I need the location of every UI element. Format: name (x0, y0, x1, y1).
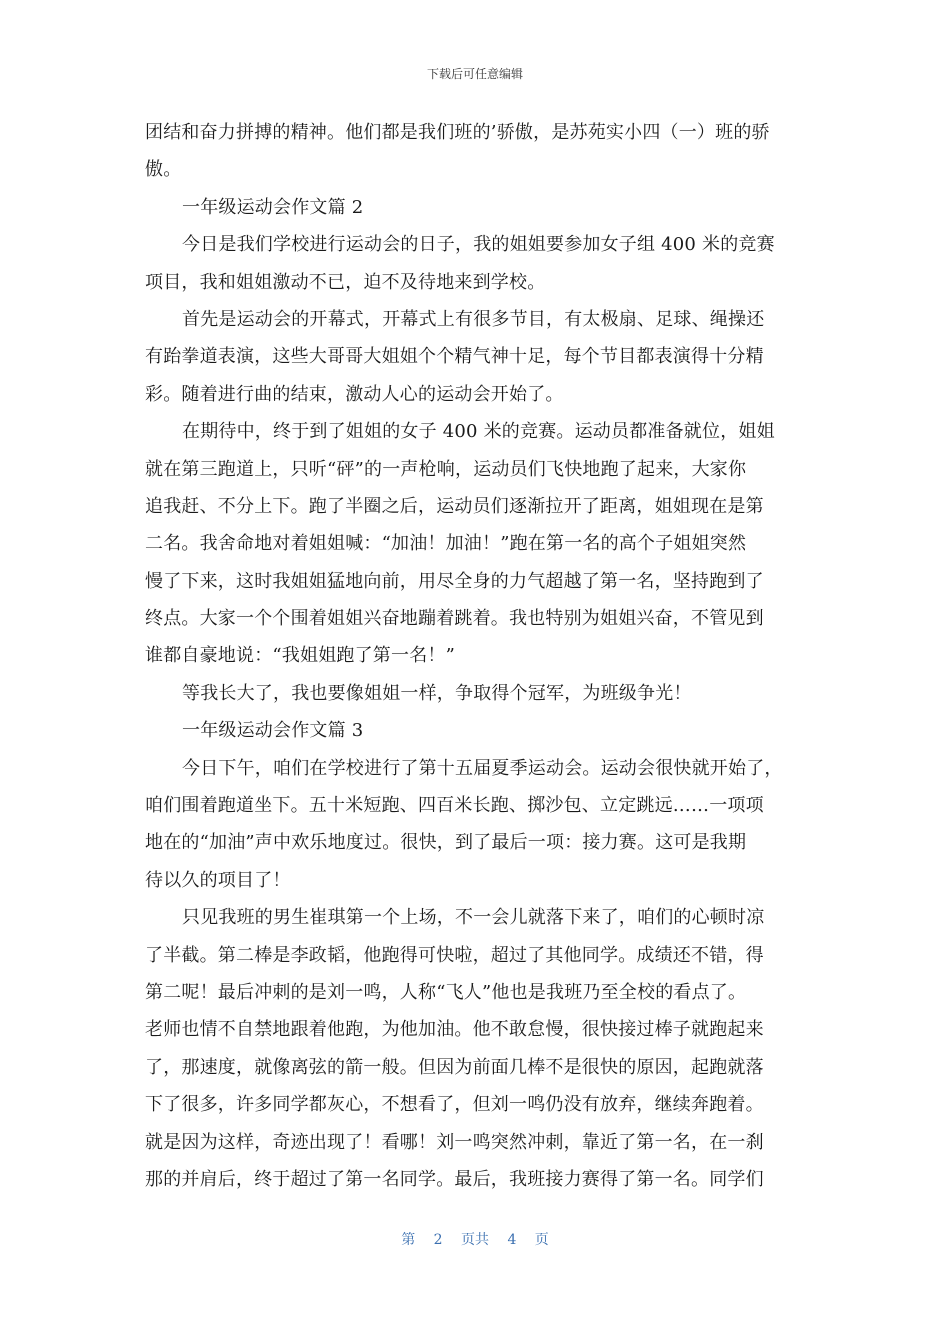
text-line: 二名。我舍命地对着姐姐喊：“加油！加油！”跑在第一名的高个子姐姐突然 (145, 533, 747, 555)
text-line: 等我长大了，我也要像姐姐一样，争取得个冠军，为班级争光！ (182, 682, 692, 704)
text-line: 只见我班的男生崔琪第一个上场，不一会儿就落下来了，咱们的心顿时凉 (182, 907, 765, 929)
page-number: 第 2 页共 4 页 (401, 1232, 549, 1248)
text-line: 终点。大家一个个围着姐姐兴奋地蹦着跳着。我也特别为姐姐兴奋，不管见到 (145, 608, 764, 630)
text-line: 团结和奋力拼搏的精神。他们都是我们班的’骄傲，是苏苑实小四（一）班的骄 (145, 122, 770, 143)
page-header: 下载后可任意编辑 (426, 67, 523, 81)
text-line: 有跆拳道表演，这些大哥哥大姐姐个个精气神十足，每个节目都表演得十分精 (145, 346, 764, 368)
text-line: 一年级运动会作文篇 3 (182, 720, 364, 742)
text-line: 追我赶、不分上下。跑了半圈之后，运动员们逐渐拉开了距离，姐姐现在是第 (145, 495, 764, 517)
text-line: 一年级运动会作文篇 2 (182, 196, 364, 218)
text-line: 首先是运动会的开幕式，开幕式上有很多节目，有太极扇、足球、绳操还 (182, 308, 765, 330)
text-line: 在期待中，终于到了姐姐的女子 400 米的竞赛。运动员都准备就位，姐姐 (182, 421, 775, 443)
text-line: 就在第三跑道上，只听“砰”的一声枪响，运动员们飞快地跑了起来，大家你 (145, 458, 747, 480)
text-line: 今日是我们学校进行运动会的日子，我的姐姐要参加女子组 400 米的竞赛 (182, 234, 775, 256)
text-line: 了半截。第二棒是李政韬，他跑得可快啦，超过了其他同学。成绩还不错，得 (145, 944, 764, 966)
document-body (145, 114, 805, 1198)
text-line: 了，那速度，就像离弦的箭一般。但因为前面几棒不是很快的原因，起跑就落 (145, 1056, 764, 1078)
text-line: 慢了下来，这时我姐姐猛地向前，用尽全身的力气超越了第一名，坚持跑到了 (145, 570, 764, 592)
text-line: 老师也情不自禁地跟着他跑，为他加油。他不敢怠慢，很快接过棒子就跑起来 (145, 1019, 764, 1041)
text-line: 彩。随着进行曲的结束，激动人心的运动会开始了。 (145, 383, 564, 405)
text-line: 下了很多，许多同学都灰心，不想看了，但刘一鸣仍没有放弃，继续奔跑着。 (145, 1094, 764, 1116)
text-line: 地在的“加油”声中欢乐地度过。很快，到了最后一项：接力赛。这可是我期 (145, 832, 747, 854)
text-line: 那的并肩后，终于超过了第一名同学。最后，我班接力赛得了第一名。同学们 (145, 1168, 764, 1190)
text-line: 谁都自豪地说：“我姐姐跑了第一名！” (145, 645, 456, 667)
text-line: 傲。 (145, 159, 182, 181)
text-line: 今日下午，咱们在学校进行了第十五届夏季运动会。运动会很快就开始了， (182, 757, 783, 779)
text-line: 就是因为这样，奇迹出现了！看哪！刘一鸣突然冲刺，靠近了第一名，在一刹 (145, 1131, 764, 1153)
text-line: 咱们围着跑道坐下。五十米短跑、四百米长跑、掷沙包、立定跳远……一项项 (145, 795, 764, 817)
text-line: 第二呢！最后冲刺的是刘一鸣，人称“飞人”他也是我班乃至全校的看点了。 (145, 981, 747, 1003)
text-line: 待以久的项目了！ (145, 869, 291, 891)
text-line: 项目，我和姐姐激动不已，迫不及待地来到学校。 (145, 271, 546, 293)
